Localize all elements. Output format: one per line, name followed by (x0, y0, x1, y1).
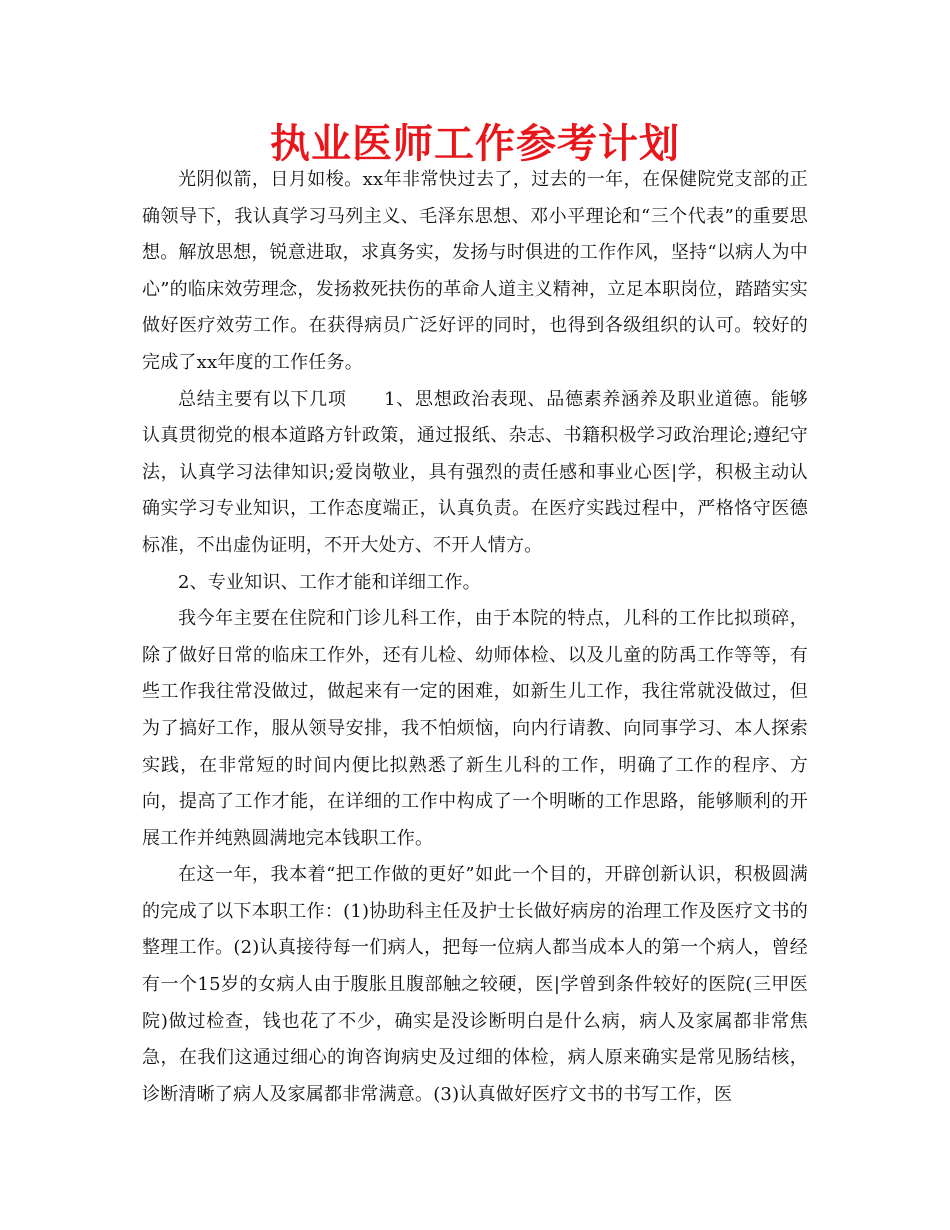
paragraph: 光阴似箭，日月如梭。xx年非常快过去了，过去的一年，在保健院党支部的正确领导下，我认真学习马列主义、毛泽东思想、邓小平理论和“三个代表”的重要思想。解放思想，锐意进取，求真务实，发扬与时俱进的工作作风，坚持“以病人为中心”的临床效劳理念，发扬救死扶伤的革命人道主义精神，立足本职岗位，踏踏实实做好医疗效劳工作。在获得病员广泛好评的同时，也得到各级组织的认可。较好的完成了xx年度的工作任务。 (142, 169, 808, 373)
paragraph: 总结主要有以下几项 1、思想政治表现、品德素养涵养及职业道德。能够认真贯彻党的根本道路方针政策，通过报纸、杂志、书籍积极学习政治理论;遵纪守法，认真学习法律知识;爱岗敬业，具有强烈的责任感和事业心医|学，积极主动认确实学习专业知识，工作态度端正，认真负责。在医疗实践过程中，严格恪守医德标准，不出虚伪证明，不开大处方、不开人情方。 (142, 388, 808, 556)
paragraph: 我今年主要在住院和门诊儿科工作，由于本院的特点，儿科的工作比拟琐碎，除了做好日常的临床工作外，还有儿检、幼师体检、以及儿童的防禹工作等等，有些工作我往常没做过，做起来有一定的困难，如新生儿工作，我往常就没做过，但为了搞好工作，服从领导安排，我不怕烦恼，向内行请教、向同事学习、本人探索实践，在非常短的时间内便比拟熟悉了新生儿科的工作，明确了工作的程序、方向，提高了工作才能，在详细的工作中构成了一个明晰的工作思路，能够顺利的开展工作并纯熟圆满地完本钱职工作。 (142, 608, 808, 849)
paragraph: 2、专业知识、工作才能和详细工作。 (178, 571, 481, 593)
document-title: 执业医师工作参考计划 (270, 121, 680, 167)
paragraph: 在这一年，我本着“把工作做的更好”如此一个目的，开辟创新认识，积极圆满的完成了以下本职工作：(1)协助科主任及护士长做好病房的治理工作及医疗文书的整理工作。(2)认真接待每一们病人，把每一位病人都当成本人的第一个病人，曾经有一个15岁的女病人由于腹胀且腹部触之较硬，医|学曾到条件较好的医院(三甲医院)做过检查，钱也花了不少，确实是没诊断明白是什么病，病人及家属都非常焦急，在我们这通过细心的询咨询病史及过细的体检，病人原来确实是常见肠结核，诊断清晰了病人及家属都非常满意。(3)认真做好医疗文书的书写工作，医 (142, 864, 808, 1105)
document-body (142, 162, 808, 1113)
